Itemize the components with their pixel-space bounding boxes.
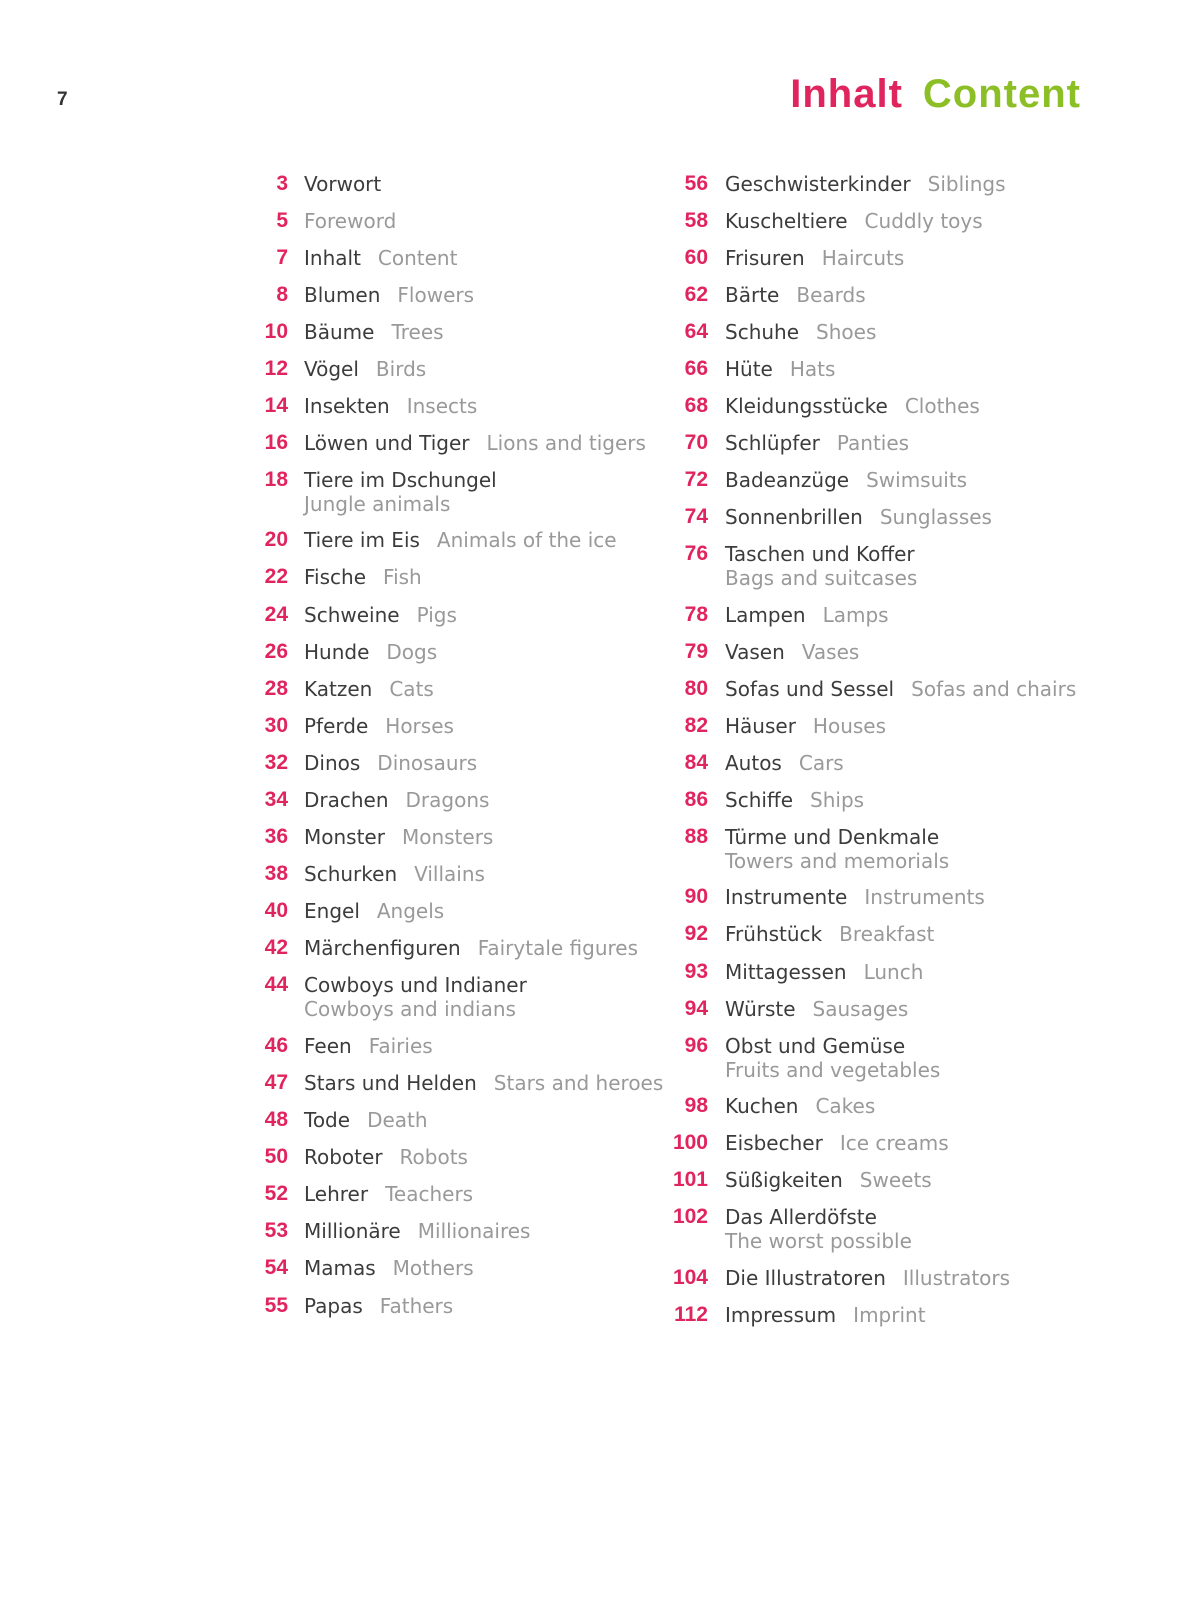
toc-title xyxy=(304,1108,428,1132)
toc-page-number: 80 xyxy=(684,677,708,700)
toc-title-german: Dinos xyxy=(304,751,361,775)
toc-title xyxy=(304,1219,530,1243)
toc-title-english: Monsters xyxy=(401,825,494,849)
toc-title xyxy=(304,788,489,812)
toc-title-english: Cakes xyxy=(815,1094,876,1118)
toc-page-number: 72 xyxy=(684,468,708,491)
toc-title xyxy=(725,603,889,627)
toc-title xyxy=(725,394,980,418)
toc-title-english: Beards xyxy=(796,283,866,307)
toc-title-german: Blumen xyxy=(304,283,381,307)
toc-title xyxy=(725,825,949,873)
toc-title-english: Fruits and vegetables xyxy=(725,1058,941,1082)
toc-title-english: Sweets xyxy=(859,1168,932,1192)
toc-title-english: Clothes xyxy=(904,394,980,418)
toc-title xyxy=(725,320,876,344)
toc-page-number: 62 xyxy=(684,283,708,306)
toc-title xyxy=(304,431,646,455)
toc-title xyxy=(304,209,396,233)
toc-page-number: 84 xyxy=(684,751,708,774)
toc-title xyxy=(725,960,923,984)
toc-title xyxy=(304,677,434,701)
toc-title-english: Horses xyxy=(385,714,454,738)
toc-title-english: Cowboys and indians xyxy=(304,997,516,1021)
toc-title-german: Lampen xyxy=(725,603,806,627)
toc-title-english: Siblings xyxy=(927,172,1006,196)
toc-title-english: Angels xyxy=(376,899,445,923)
toc-title-german: Roboter xyxy=(304,1145,383,1169)
toc-page-number: 79 xyxy=(684,640,708,663)
toc-title xyxy=(304,528,617,552)
toc-title-german: Mamas xyxy=(304,1256,376,1280)
toc-title-english: Shoes xyxy=(816,320,877,344)
toc-title-english: Imprint xyxy=(853,1303,926,1327)
toc-title-german: Impressum xyxy=(725,1303,837,1327)
toc-page-number: 60 xyxy=(684,246,708,269)
toc-title xyxy=(304,1071,663,1095)
toc-title-english: Bags and suitcases xyxy=(725,566,918,590)
toc-title xyxy=(725,997,908,1021)
toc-page-number: 92 xyxy=(684,922,708,945)
toc-title xyxy=(304,1145,468,1169)
toc-title-english: Fairytale figures xyxy=(477,936,639,960)
toc-title-german: Schiffe xyxy=(725,788,794,812)
toc-title-german: Kleidungsstücke xyxy=(725,394,888,418)
toc-title-german: Märchenfiguren xyxy=(304,936,461,960)
toc-title-english: Ships xyxy=(810,788,865,812)
toc-title-german: Obst und Gemüse xyxy=(725,1034,906,1058)
toc-title-german: Frühstück xyxy=(725,922,823,946)
toc-title-german: Insekten xyxy=(304,394,390,418)
toc-title-english: Fish xyxy=(383,565,422,589)
toc-page-number: 98 xyxy=(684,1094,708,1117)
toc-title xyxy=(304,825,493,849)
toc-page-number: 82 xyxy=(684,714,708,737)
toc-title-english: Ice creams xyxy=(839,1131,949,1155)
toc-page-number: 90 xyxy=(684,885,708,908)
toc-title-german: Monster xyxy=(304,825,385,849)
toc-title xyxy=(304,936,638,960)
toc-page-number: 100 xyxy=(672,1131,708,1154)
toc-page-number: 16 xyxy=(264,431,288,454)
toc-title-german: Hunde xyxy=(304,640,370,664)
toc-title-german: Taschen und Koffer xyxy=(725,542,915,566)
toc-title xyxy=(725,1266,1010,1290)
toc-title-german: Feen xyxy=(304,1034,352,1058)
toc-title-english: Stars and heroes xyxy=(493,1071,664,1095)
toc-page-number: 32 xyxy=(264,751,288,774)
toc-title-german: Sonnenbrillen xyxy=(725,505,863,529)
toc-page-number: 30 xyxy=(264,714,288,737)
toc-title xyxy=(725,714,886,738)
toc-title-german: Schurken xyxy=(304,862,398,886)
toc-title-english: Haircuts xyxy=(821,246,905,270)
toc-page-number: 52 xyxy=(264,1182,288,1205)
toc-title-english: Villains xyxy=(414,862,485,886)
toc-title xyxy=(304,468,497,516)
toc-title xyxy=(304,862,485,886)
toc-title-german: Pferde xyxy=(304,714,369,738)
toc-page-number: 88 xyxy=(684,825,708,848)
toc-title-german: Schuhe xyxy=(725,320,800,344)
toc-title xyxy=(725,1168,932,1192)
toc-title-german: Autos xyxy=(725,751,782,775)
toc-page-number: 20 xyxy=(264,528,288,551)
toc-page-number: 76 xyxy=(684,542,708,565)
toc-title-german: Badeanzüge xyxy=(725,468,850,492)
toc-title-english: Fathers xyxy=(379,1294,454,1318)
toc-title-english: Fairies xyxy=(368,1034,433,1058)
toc-page-number: 78 xyxy=(684,603,708,626)
toc-title-english: Trees xyxy=(391,320,444,344)
toc-page-number: 12 xyxy=(264,357,288,380)
toc-title-english: Sofas and chairs xyxy=(911,677,1077,701)
toc-page-number: 70 xyxy=(684,431,708,454)
toc-title-english: Sunglasses xyxy=(879,505,992,529)
toc-title xyxy=(304,640,437,664)
toc-page-number: 101 xyxy=(672,1168,708,1191)
toc-title xyxy=(725,1094,875,1118)
toc-title xyxy=(304,1034,433,1058)
toc-title-german: Instrumente xyxy=(725,885,848,909)
toc-title-english: Hats xyxy=(789,357,836,381)
toc-title-german: Fische xyxy=(304,565,367,589)
toc-page-number: 53 xyxy=(264,1219,288,1242)
toc-title-german: Cowboys und Indianer xyxy=(304,973,527,997)
toc-title-english: Content xyxy=(377,246,458,270)
toc-page-number: 112 xyxy=(674,1303,708,1326)
toc-page-number: 3 xyxy=(276,172,288,195)
toc-title-english: Panties xyxy=(836,431,910,455)
toc-title xyxy=(725,283,866,307)
toc-title-german: Das Allerdöfste xyxy=(725,1205,877,1229)
toc-title-german: Löwen und Tiger xyxy=(304,431,470,455)
toc-title-english: Flowers xyxy=(397,283,475,307)
toc-title-english: Towers and memorials xyxy=(725,849,950,873)
toc-title xyxy=(304,320,444,344)
toc-title xyxy=(304,1182,473,1206)
toc-title-german: Tiere im Dschungel xyxy=(304,468,497,492)
toc-title xyxy=(725,357,835,381)
toc-title xyxy=(304,394,477,418)
toc-title-german: Drachen xyxy=(304,788,389,812)
toc-page-number: 8 xyxy=(276,283,288,306)
page-title-german: Inhalt xyxy=(790,72,903,116)
toc-title-german: Hüte xyxy=(725,357,773,381)
toc-title-english: Dogs xyxy=(386,640,438,664)
toc-title xyxy=(725,542,917,590)
toc-page-number: 47 xyxy=(264,1071,288,1094)
toc-page-number: 50 xyxy=(264,1145,288,1168)
toc-title xyxy=(725,885,985,909)
toc-page-number: 42 xyxy=(264,936,288,959)
toc-title-german: Papas xyxy=(304,1294,363,1318)
toc-title-english: Lamps xyxy=(822,603,889,627)
toc-title-english: Pigs xyxy=(416,603,457,627)
toc-title xyxy=(304,751,477,775)
toc-title-english: Insects xyxy=(406,394,478,418)
toc-title xyxy=(725,209,983,233)
toc-title-german: Engel xyxy=(304,899,360,923)
toc-page-number: 58 xyxy=(684,209,708,232)
toc-page-number: 55 xyxy=(264,1294,288,1317)
toc-title xyxy=(725,640,859,664)
toc-title xyxy=(304,1294,453,1318)
toc-title-english: Robots xyxy=(399,1145,468,1169)
toc-title-german: Bärte xyxy=(725,283,780,307)
toc-page-number: 74 xyxy=(684,505,708,528)
toc-page-number: 22 xyxy=(264,565,288,588)
toc-title-german: Schweine xyxy=(304,603,400,627)
toc-title-english: Mothers xyxy=(392,1256,474,1280)
toc-title-german: Millionäre xyxy=(304,1219,401,1243)
toc-page-number: 96 xyxy=(684,1034,708,1057)
toc-title-german: Katzen xyxy=(304,677,373,701)
toc-title-german: Vasen xyxy=(725,640,785,664)
toc-title xyxy=(304,603,457,627)
toc-page-number: 36 xyxy=(264,825,288,848)
toc-title xyxy=(725,1205,912,1253)
toc-title-german: Vorwort xyxy=(304,172,382,196)
toc-page-number: 48 xyxy=(264,1108,288,1131)
toc-title xyxy=(304,283,474,307)
toc-title-german: Vögel xyxy=(304,357,359,381)
toc-title xyxy=(304,973,527,1021)
toc-page-number: 104 xyxy=(672,1266,708,1289)
toc-title-german: Würste xyxy=(725,997,796,1021)
toc-title-german: Eisbecher xyxy=(725,1131,823,1155)
toc-title-german: Kuscheltiere xyxy=(725,209,848,233)
toc-page-number: 54 xyxy=(264,1256,288,1279)
toc-title-english: Animals of the ice xyxy=(436,528,617,552)
toc-title-german: Kuchen xyxy=(725,1094,799,1118)
toc-title-english: Jungle animals xyxy=(304,492,451,516)
toc-title-german: Häuser xyxy=(725,714,796,738)
toc-page-number: 66 xyxy=(684,357,708,380)
toc-page-number: 18 xyxy=(264,468,288,491)
toc-page-number: 24 xyxy=(264,603,288,626)
toc-title xyxy=(725,677,1076,701)
toc-page-number: 7 xyxy=(276,246,288,269)
toc-title-german: Türme und Denkmale xyxy=(725,825,940,849)
toc-title-english: Cats xyxy=(389,677,434,701)
toc-title xyxy=(725,922,934,946)
toc-page-number: 94 xyxy=(684,997,708,1020)
toc-page-number: 28 xyxy=(264,677,288,700)
toc-title-german: Sofas und Sessel xyxy=(725,677,895,701)
toc-title-german: Frisuren xyxy=(725,246,805,270)
toc-title-english: Illustrators xyxy=(902,1266,1011,1290)
toc-title-german: Inhalt xyxy=(304,246,361,270)
toc-title-english: Dinosaurs xyxy=(377,751,478,775)
toc-page-number: 34 xyxy=(264,788,288,811)
page-title xyxy=(790,72,1081,117)
toc-page-number: 44 xyxy=(264,973,288,996)
toc-page-number: 10 xyxy=(264,320,288,343)
toc-title xyxy=(725,246,904,270)
toc-page-number: 86 xyxy=(684,788,708,811)
toc-title-english: Teachers xyxy=(385,1182,474,1206)
toc-title-english: Cuddly toys xyxy=(864,209,983,233)
toc-title-german: Die Illustratoren xyxy=(725,1266,886,1290)
toc-page-number: 56 xyxy=(684,172,708,195)
toc-title xyxy=(304,565,422,589)
toc-title-german: Geschwisterkinder xyxy=(725,172,911,196)
page-title-english: Content xyxy=(922,72,1081,116)
toc-title-english: Houses xyxy=(812,714,887,738)
toc-title xyxy=(304,172,381,196)
toc-title-english: Death xyxy=(367,1108,428,1132)
toc-page-number: 26 xyxy=(264,640,288,663)
toc-title-english: The worst possible xyxy=(725,1229,912,1253)
toc-title xyxy=(725,505,992,529)
toc-title-english: Lions and tigers xyxy=(486,431,646,455)
toc-title-german: Bäume xyxy=(304,320,375,344)
toc-title-english: Breakfast xyxy=(839,922,935,946)
toc-title-english: Swimsuits xyxy=(866,468,968,492)
toc-page-number: 93 xyxy=(684,960,708,983)
toc-title xyxy=(304,246,457,270)
toc-title xyxy=(725,1303,926,1327)
toc-title-english: Instruments xyxy=(864,885,985,909)
toc-title xyxy=(725,1131,949,1155)
toc-title-german: Tiere im Eis xyxy=(304,528,420,552)
toc-title-german: Tode xyxy=(304,1108,351,1132)
toc-page-number: 40 xyxy=(264,899,288,922)
toc-title-english: Lunch xyxy=(863,960,924,984)
toc-title xyxy=(725,751,844,775)
toc-title-english: Foreword xyxy=(304,209,397,233)
toc-title xyxy=(304,899,444,923)
toc-title xyxy=(304,357,426,381)
toc-page-number: 14 xyxy=(264,394,288,417)
toc-page-number: 46 xyxy=(264,1034,288,1057)
page-number: 7 xyxy=(57,89,68,110)
toc-title-german: Lehrer xyxy=(304,1182,369,1206)
toc-title-german: Schlüpfer xyxy=(725,431,820,455)
toc-page-number: 5 xyxy=(276,209,288,232)
toc-title xyxy=(725,788,864,812)
toc-title xyxy=(725,172,1006,196)
toc-page-number: 102 xyxy=(672,1205,708,1228)
toc-page-number: 38 xyxy=(264,862,288,885)
toc-title-german: Stars und Helden xyxy=(304,1071,477,1095)
toc-title-english: Sausages xyxy=(812,997,909,1021)
toc-title xyxy=(725,1034,940,1082)
toc-title xyxy=(725,431,909,455)
toc-page-number: 68 xyxy=(684,394,708,417)
toc-title-english: Millionaires xyxy=(417,1219,531,1243)
toc-title-english: Vases xyxy=(801,640,860,664)
toc-title-german: Süßigkeiten xyxy=(725,1168,843,1192)
toc-title-english: Dragons xyxy=(405,788,490,812)
toc-title-english: Cars xyxy=(798,751,844,775)
toc-title xyxy=(725,468,967,492)
toc-title-english: Birds xyxy=(375,357,427,381)
toc-page-number: 64 xyxy=(684,320,708,343)
toc-title xyxy=(304,1256,474,1280)
toc-title-german: Mittagessen xyxy=(725,960,847,984)
toc-title xyxy=(304,714,454,738)
